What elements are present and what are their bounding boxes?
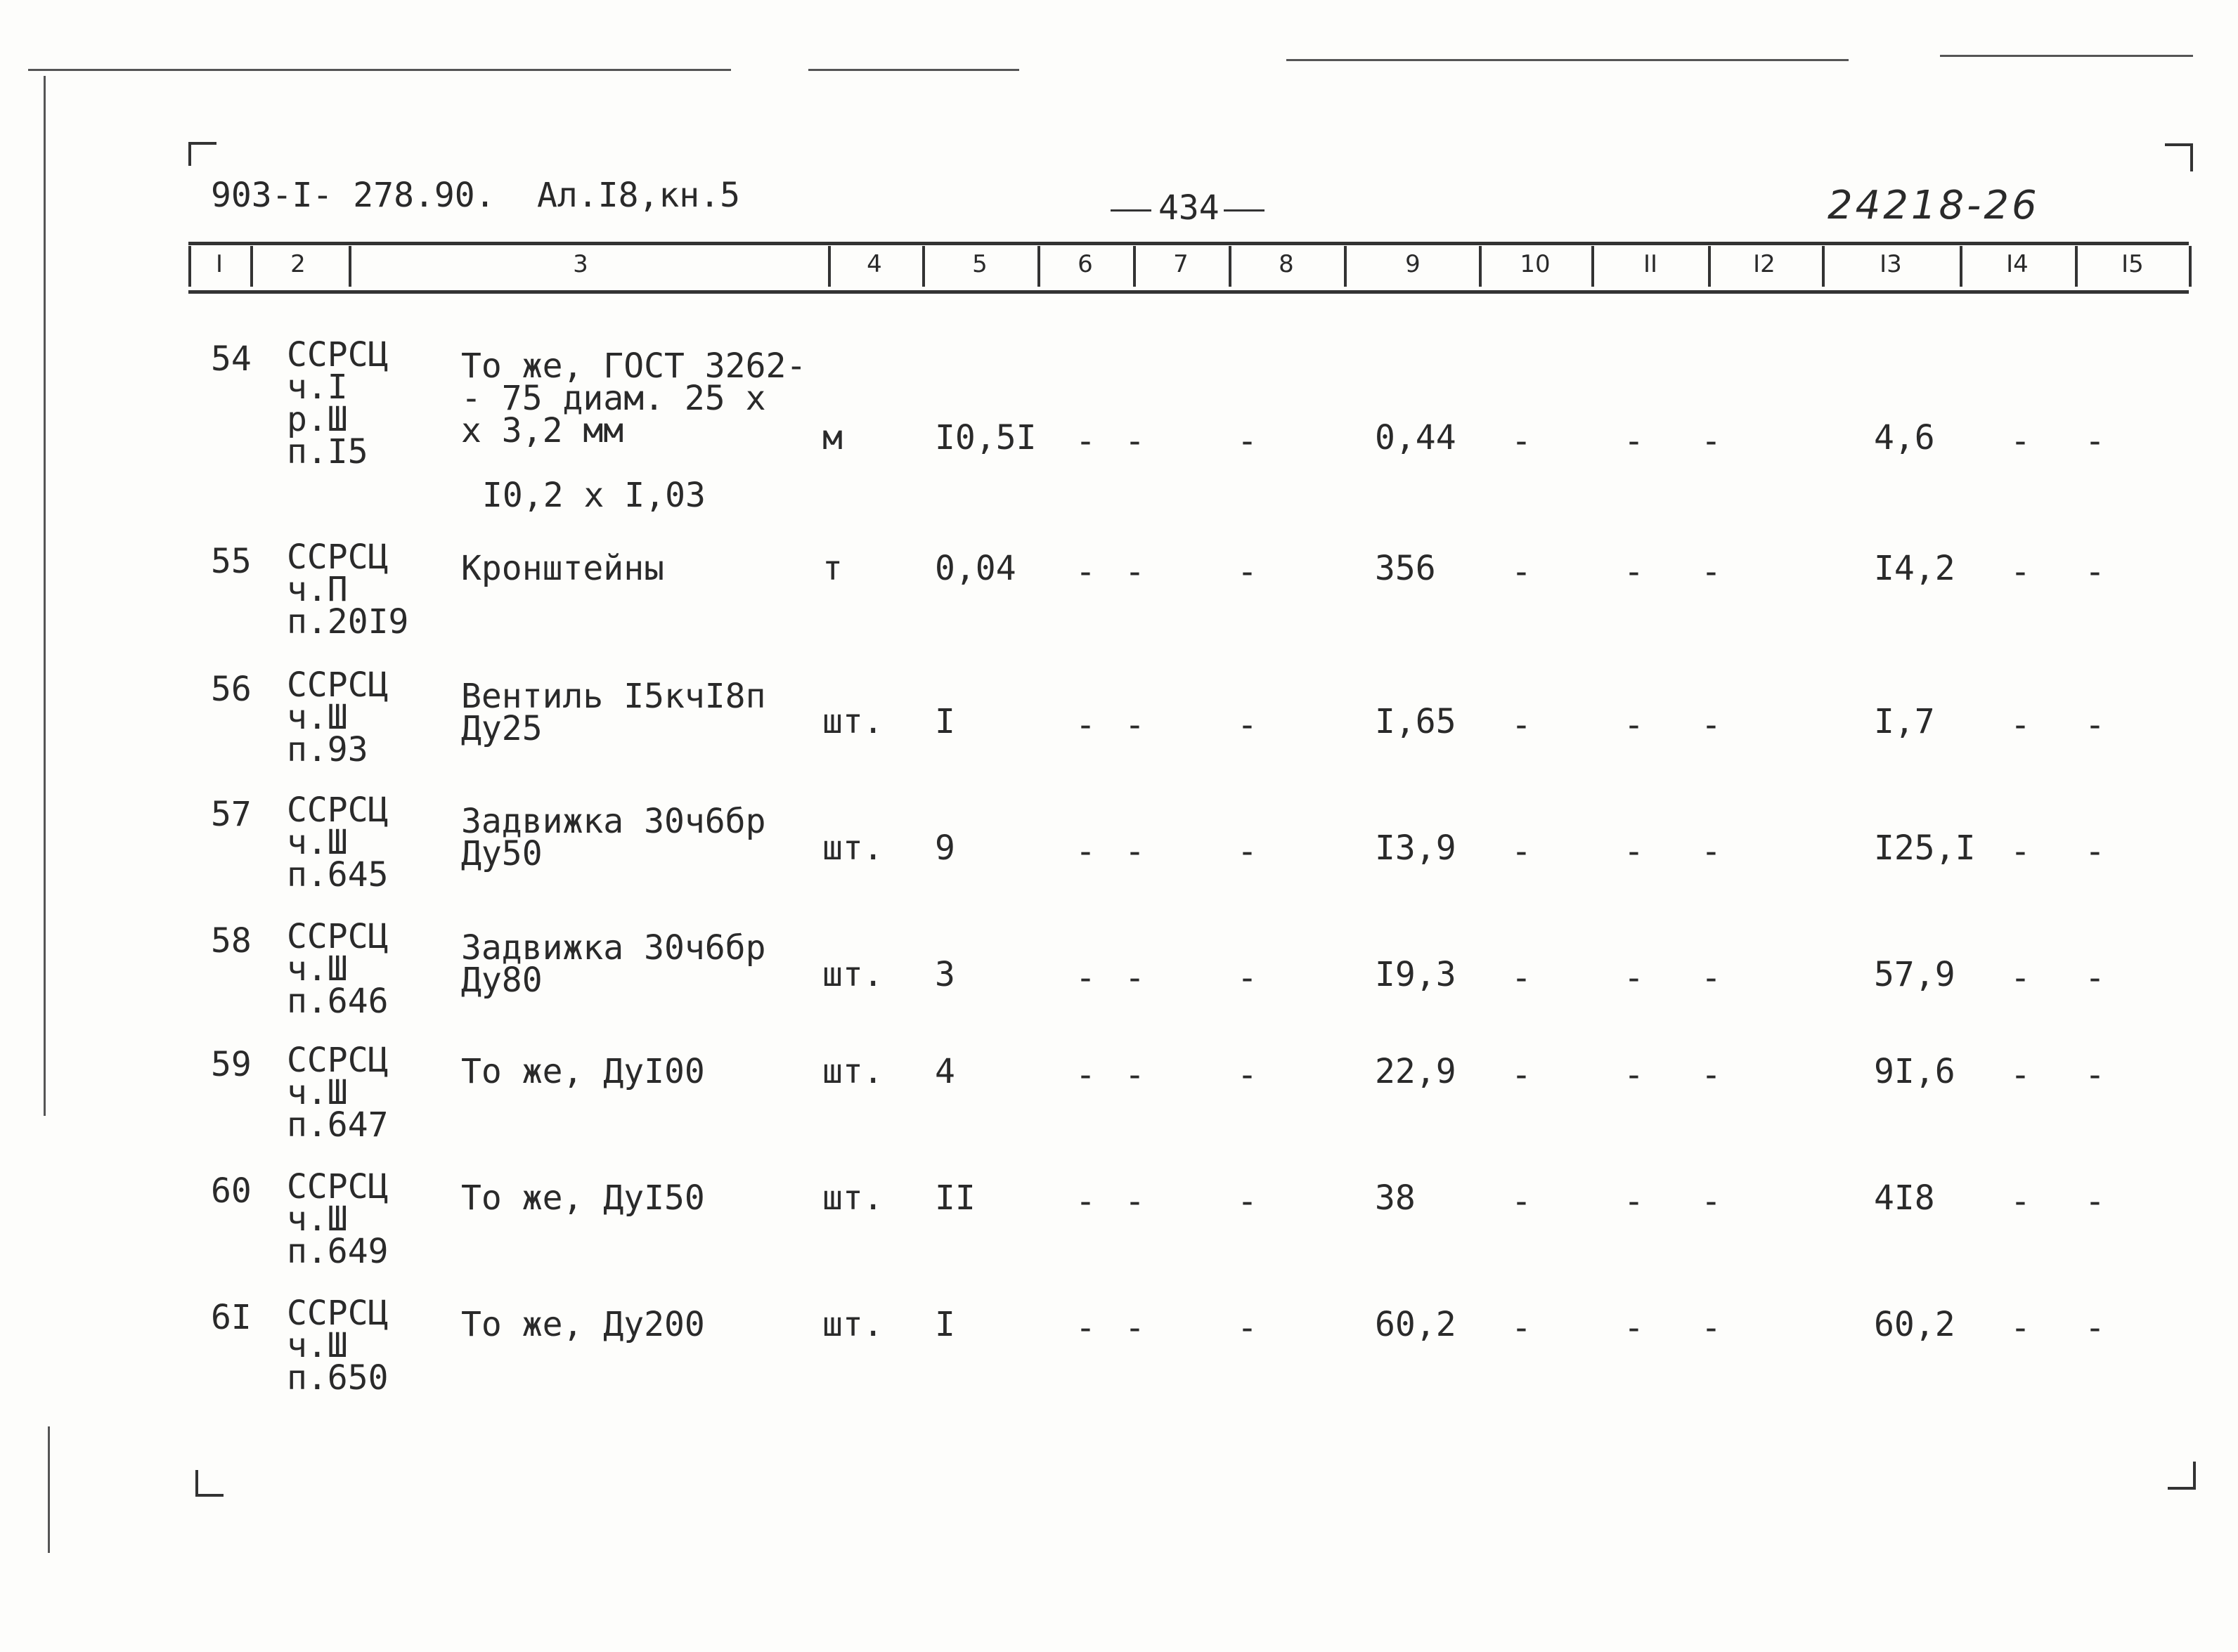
row-c7-value: - xyxy=(1125,1182,1145,1221)
row-name: Задвижка 30ч6бр Ду50 xyxy=(461,802,766,873)
column-number: 3 xyxy=(573,250,588,278)
row-c11-value: - xyxy=(1624,1055,1644,1095)
row-quantity: II xyxy=(935,1178,976,1218)
row-c8-value: - xyxy=(1237,422,1257,461)
row-name: То же, Ду200 xyxy=(461,1305,705,1344)
column-number: 6 xyxy=(1078,250,1093,278)
column-number: I2 xyxy=(1753,250,1775,278)
row-c14-value: - xyxy=(2010,705,2031,745)
row-c7-value: - xyxy=(1125,422,1145,461)
row-c11-value: - xyxy=(1624,705,1644,745)
corner-mark-top-left xyxy=(188,142,216,166)
row-c12-value: - xyxy=(1701,705,1721,745)
column-divider xyxy=(2075,246,2078,287)
column-divider xyxy=(1133,246,1136,287)
column-number: 8 xyxy=(1279,250,1294,278)
row-reference: ССРСЦ ч.Ш п.646 xyxy=(287,917,389,1021)
row-c11-value: - xyxy=(1624,832,1644,871)
row-unit-price: I3,9 xyxy=(1375,828,1456,868)
column-divider xyxy=(349,246,351,287)
column-number: I5 xyxy=(2121,250,2144,278)
column-divider xyxy=(1344,246,1347,287)
row-unit: шт. xyxy=(822,1305,884,1344)
row-c15-value: - xyxy=(2085,1308,2105,1348)
row-unit: т xyxy=(822,549,843,588)
column-divider xyxy=(1037,246,1040,287)
row-c10-value: - xyxy=(1511,1308,1532,1348)
row-c15-value: - xyxy=(2085,1055,2105,1095)
row-c6-value: - xyxy=(1075,832,1096,871)
column-number: 2 xyxy=(290,250,306,278)
page-number xyxy=(1111,188,1264,228)
row-c8-value: - xyxy=(1237,832,1257,871)
row-unit-price: 356 xyxy=(1375,549,1436,588)
row-c10-value: - xyxy=(1511,422,1532,461)
row-c11-value: - xyxy=(1624,958,1644,998)
column-number: 10 xyxy=(1520,250,1551,278)
row-c15-value: - xyxy=(2085,958,2105,998)
row-quantity: 3 xyxy=(935,955,955,994)
row-unit-price: 0,44 xyxy=(1375,418,1456,457)
row-name: То же, ДуI50 xyxy=(461,1178,705,1218)
row-unit-price: 22,9 xyxy=(1375,1052,1456,1091)
row-total: I4,2 xyxy=(1874,549,1955,588)
row-quantity: I0,5I xyxy=(935,418,1037,457)
row-c14-value: - xyxy=(2010,552,2031,592)
row-c12-value: - xyxy=(1701,1055,1721,1095)
column-number: 7 xyxy=(1173,250,1189,278)
row-c11-value: - xyxy=(1624,1182,1644,1221)
column-number: 5 xyxy=(972,250,988,278)
row-c6-value: - xyxy=(1075,1055,1096,1095)
row-c15-value: - xyxy=(2085,832,2105,871)
corner-mark-bottom-left xyxy=(195,1470,224,1497)
row-c14-value: - xyxy=(2010,832,2031,871)
column-number: II xyxy=(1643,250,1658,278)
row-c7-value: - xyxy=(1125,1055,1145,1095)
row-unit: шт. xyxy=(822,1178,884,1218)
row-unit-price: I,65 xyxy=(1375,702,1456,741)
album-reference: Ал.I8,кн.5 xyxy=(537,176,740,215)
row-number: 55 xyxy=(211,542,252,581)
row-reference: ССРСЦ ч.Ш п.650 xyxy=(287,1294,389,1398)
row-note: I0,2 х I,03 xyxy=(482,476,706,515)
row-c12-value: - xyxy=(1701,1182,1721,1221)
row-number: 59 xyxy=(211,1045,252,1084)
row-number: 6I xyxy=(211,1298,252,1337)
column-divider xyxy=(250,246,253,287)
row-quantity: 9 xyxy=(935,828,955,868)
row-number: 57 xyxy=(211,795,252,834)
row-total: 57,9 xyxy=(1874,955,1955,994)
column-divider xyxy=(922,246,925,287)
row-c8-value: - xyxy=(1237,1055,1257,1095)
row-c10-value: - xyxy=(1511,705,1532,745)
row-name: То же, ГОСТ 3262- - 75 диам. 25 х х 3,2 мм xyxy=(461,346,807,450)
row-name: Кронштейны xyxy=(461,549,664,588)
scan-left-line xyxy=(48,1426,50,1553)
row-reference: ССРСЦ ч.Ш п.93 xyxy=(287,665,389,769)
scan-top-line xyxy=(808,69,1019,71)
row-c7-value: - xyxy=(1125,1308,1145,1348)
column-number: 4 xyxy=(867,250,882,278)
row-c15-value: - xyxy=(2085,552,2105,592)
row-c14-value: - xyxy=(2010,1308,2031,1348)
row-c10-value: - xyxy=(1511,832,1532,871)
row-c10-value: - xyxy=(1511,552,1532,592)
row-c7-value: - xyxy=(1125,552,1145,592)
row-c15-value: - xyxy=(2085,705,2105,745)
page-number-left-rule xyxy=(1111,209,1151,212)
row-unit-price: I9,3 xyxy=(1375,955,1456,994)
row-c6-value: - xyxy=(1075,705,1096,745)
row-c7-value: - xyxy=(1125,958,1145,998)
row-total: I,7 xyxy=(1874,702,1935,741)
row-number: 60 xyxy=(211,1171,252,1211)
column-divider xyxy=(1822,246,1825,287)
row-unit: м xyxy=(822,418,843,457)
corner-mark-top-right xyxy=(2165,143,2193,171)
row-c10-value: - xyxy=(1511,958,1532,998)
corner-mark-bottom-right xyxy=(2168,1462,2196,1490)
row-c10-value: - xyxy=(1511,1055,1532,1095)
row-number: 56 xyxy=(211,670,252,709)
row-reference: ССРСЦ ч.Ш п.649 xyxy=(287,1167,389,1271)
scan-top-line xyxy=(1940,55,2193,57)
row-unit: шт. xyxy=(822,1052,884,1091)
page-number-text: 434 xyxy=(1158,188,1220,228)
row-quantity: I xyxy=(935,702,955,741)
row-reference: ССРСЦ ч.I р.Ш п.I5 xyxy=(287,335,389,471)
row-reference: ССРСЦ ч.П п.20I9 xyxy=(287,538,409,642)
row-number: 58 xyxy=(211,921,252,961)
row-name: Вентиль I5кчI8п Ду25 xyxy=(461,677,766,748)
row-quantity: 0,04 xyxy=(935,549,1016,588)
scan-left-line xyxy=(44,76,46,1116)
column-divider xyxy=(1708,246,1711,287)
row-quantity: I xyxy=(935,1305,955,1344)
row-c12-value: - xyxy=(1701,552,1721,592)
row-c8-value: - xyxy=(1237,958,1257,998)
row-c14-value: - xyxy=(2010,1055,2031,1095)
row-unit: шт. xyxy=(822,828,884,868)
document-code: 903-I- 278.90. xyxy=(211,176,496,215)
row-c12-value: - xyxy=(1701,422,1721,461)
page-number-right-rule xyxy=(1224,209,1264,212)
row-total: 4,6 xyxy=(1874,418,1935,457)
column-divider xyxy=(1591,246,1594,287)
row-c8-value: - xyxy=(1237,1182,1257,1221)
row-unit-price: 60,2 xyxy=(1375,1305,1456,1344)
column-number: I xyxy=(215,250,224,278)
row-c8-value: - xyxy=(1237,1308,1257,1348)
row-c12-value: - xyxy=(1701,832,1721,871)
archive-stamp: 24218-26 xyxy=(1828,183,2040,228)
row-c15-value: - xyxy=(2085,1182,2105,1221)
scan-top-line xyxy=(28,69,731,71)
row-c11-value: - xyxy=(1624,422,1644,461)
row-c12-value: - xyxy=(1701,1308,1721,1348)
row-c8-value: - xyxy=(1237,705,1257,745)
row-c11-value: - xyxy=(1624,552,1644,592)
row-c6-value: - xyxy=(1075,552,1096,592)
column-number: I4 xyxy=(2006,250,2029,278)
row-c15-value: - xyxy=(2085,422,2105,461)
row-total: 4I8 xyxy=(1874,1178,1935,1218)
row-reference: ССРСЦ ч.Ш п.647 xyxy=(287,1041,389,1145)
row-c11-value: - xyxy=(1624,1308,1644,1348)
row-total: 9I,6 xyxy=(1874,1052,1955,1091)
row-total: I25,I xyxy=(1874,828,1976,868)
row-c14-value: - xyxy=(2010,958,2031,998)
column-number: I3 xyxy=(1880,250,1902,278)
row-reference: ССРСЦ ч.Ш п.645 xyxy=(287,791,389,895)
column-divider xyxy=(1479,246,1482,287)
row-quantity: 4 xyxy=(935,1052,955,1091)
scan-top-line xyxy=(1286,59,1849,61)
row-name: То же, ДуI00 xyxy=(461,1052,705,1091)
column-divider xyxy=(2189,246,2192,287)
row-unit-price: 38 xyxy=(1375,1178,1416,1218)
row-c14-value: - xyxy=(2010,422,2031,461)
row-c6-value: - xyxy=(1075,422,1096,461)
row-c6-value: - xyxy=(1075,1308,1096,1348)
row-unit: шт. xyxy=(822,955,884,994)
row-c8-value: - xyxy=(1237,552,1257,592)
row-c12-value: - xyxy=(1701,958,1721,998)
row-number: 54 xyxy=(211,339,252,379)
row-c6-value: - xyxy=(1075,958,1096,998)
row-c14-value: - xyxy=(2010,1182,2031,1221)
row-c10-value: - xyxy=(1511,1182,1532,1221)
column-number: 9 xyxy=(1405,250,1421,278)
row-total: 60,2 xyxy=(1874,1305,1955,1344)
row-c6-value: - xyxy=(1075,1182,1096,1221)
column-divider xyxy=(1229,246,1231,287)
row-c7-value: - xyxy=(1125,705,1145,745)
row-c7-value: - xyxy=(1125,832,1145,871)
row-unit: шт. xyxy=(822,702,884,741)
row-name: Задвижка 30ч6бр Ду80 xyxy=(461,928,766,1000)
column-divider xyxy=(1960,246,1962,287)
column-divider xyxy=(828,246,831,287)
